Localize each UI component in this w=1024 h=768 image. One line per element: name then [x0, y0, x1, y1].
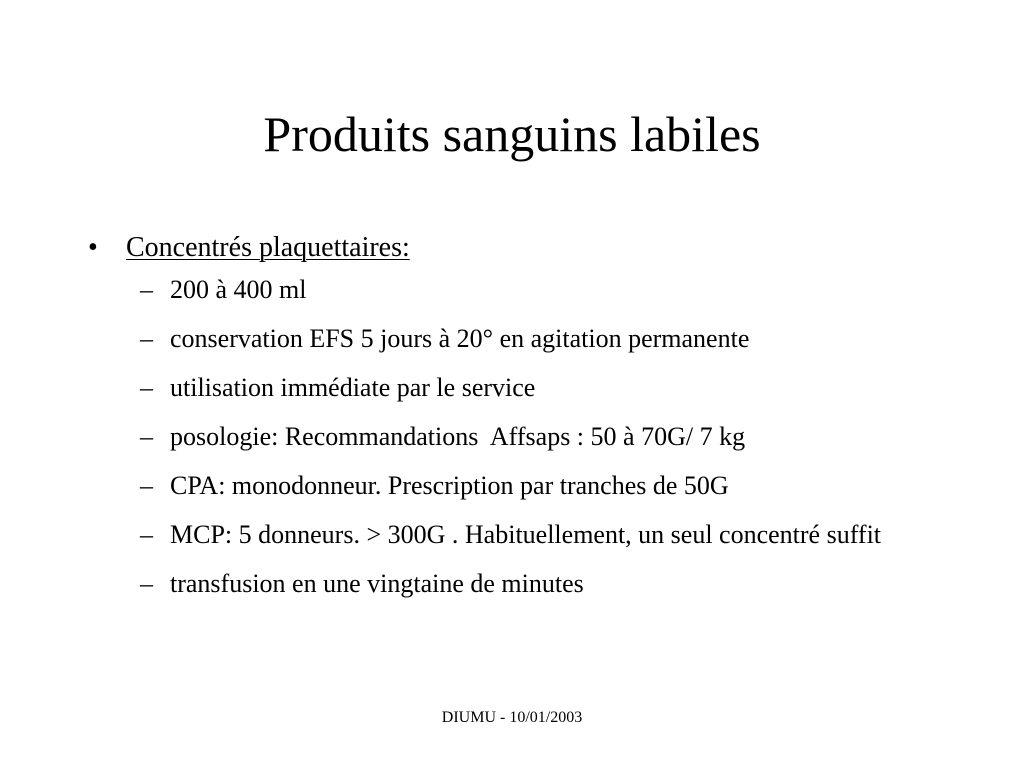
sub-item-volume	[84, 272, 964, 308]
sub-item-text: transfusion en une vingtaine de minutes	[170, 569, 584, 598]
bullet-icon: •	[88, 232, 98, 263]
sub-item-posologie	[84, 419, 964, 455]
sub-item-mcp	[84, 517, 930, 553]
sub-item-cpa	[84, 468, 964, 504]
dash-icon: –	[140, 275, 153, 304]
bullet-item	[84, 228, 964, 272]
dash-icon: –	[140, 324, 153, 353]
dash-icon: –	[140, 520, 153, 549]
sub-item-text: CPA: monodonneur. Prescription par tranches de 50G	[170, 471, 729, 500]
sub-item-utilisation	[84, 370, 964, 406]
slide-title: Produits sanguins labiles	[263, 106, 761, 162]
sub-list	[84, 272, 964, 602]
dash-icon: –	[140, 422, 153, 451]
sub-item-conservation	[84, 321, 964, 357]
sub-item-text: conservation EFS 5 jours à 20° en agitation permanente	[170, 324, 750, 353]
sub-item-text: MCP: 5 donneurs. > 300G . Habituellement, un seul concentré suffit	[170, 520, 882, 549]
slide-footer: DIUMU - 10/01/2003	[441, 709, 583, 726]
dash-icon: –	[140, 471, 153, 500]
sub-item-text: 200 à 400 ml	[170, 275, 307, 304]
slide-content	[84, 228, 964, 615]
sub-item-text: utilisation immédiate par le service	[170, 373, 536, 402]
bullet-label: Concentrés plaquettaires:	[126, 232, 410, 263]
sub-item-text: posologie: Recommandations Affsaps : 50 à 70G/ 7 kg	[170, 422, 746, 451]
sub-item-transfusion	[84, 566, 964, 602]
dash-icon: –	[140, 373, 153, 402]
dash-icon: –	[140, 569, 153, 598]
